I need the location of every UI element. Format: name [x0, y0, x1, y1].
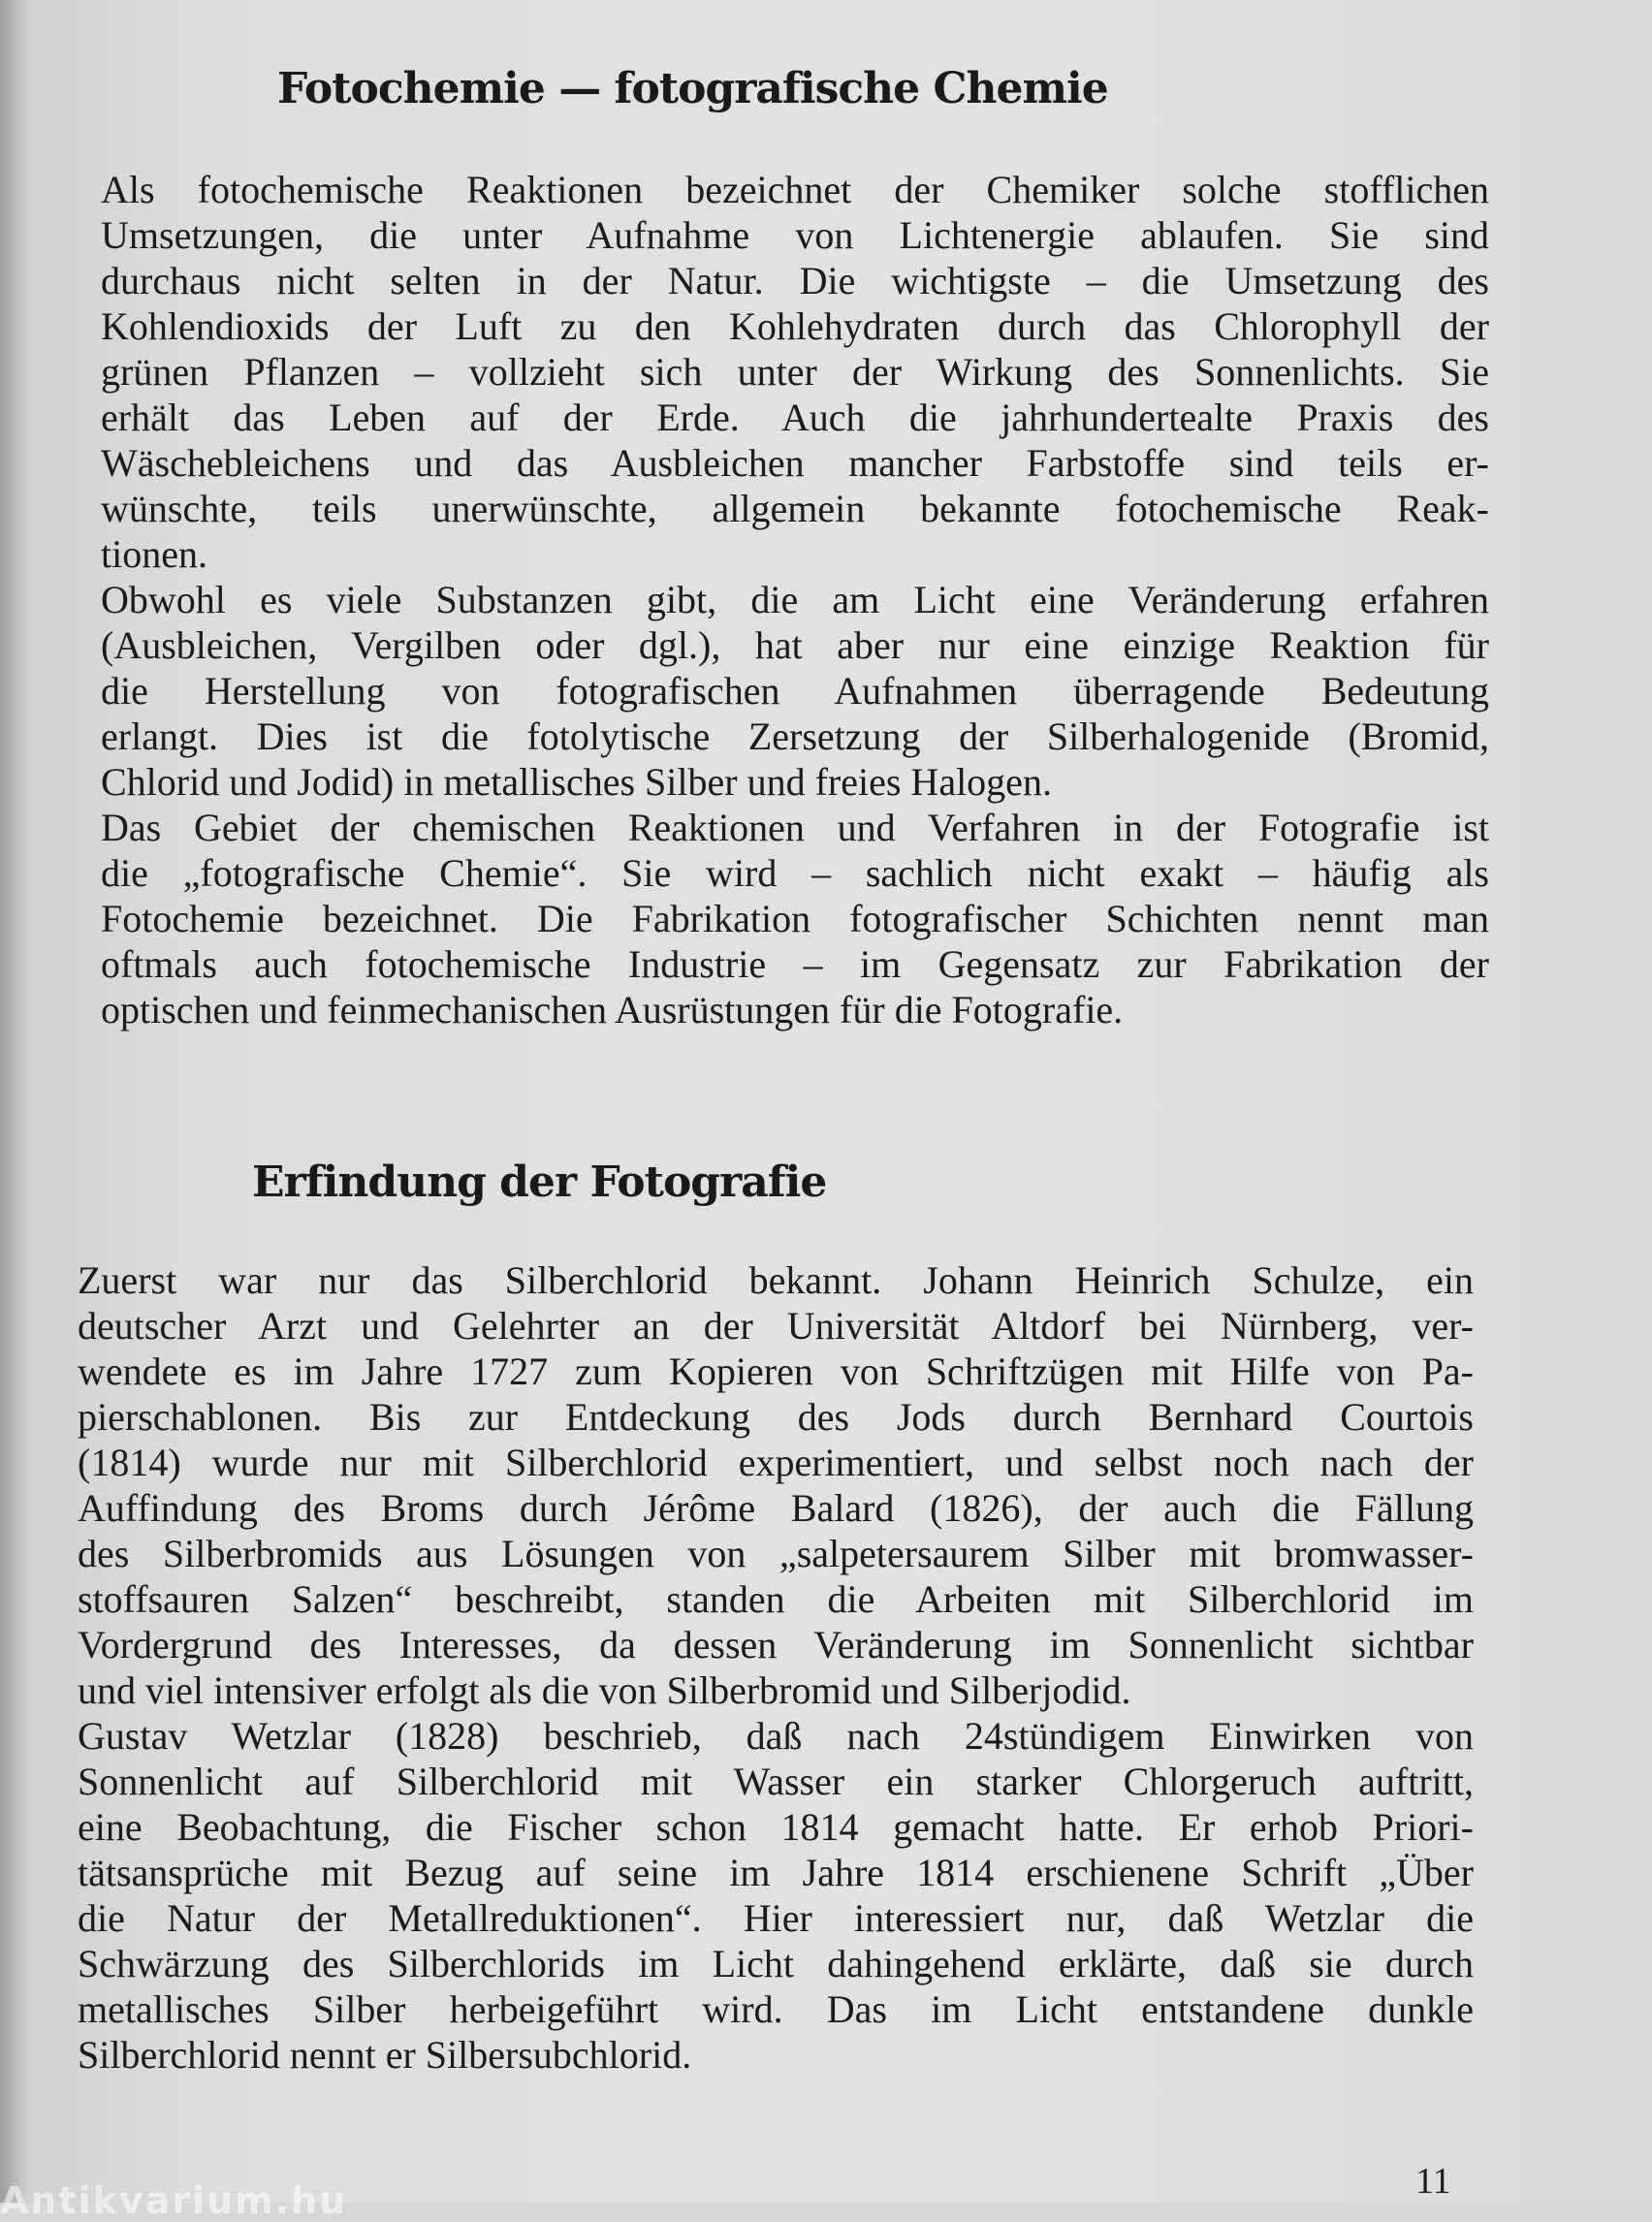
text-line: tionen.	[101, 532, 207, 576]
text-line: die Herstellung von fotografischen Aufnahmen überragende Bedeutung	[101, 669, 1489, 713]
text-line: Kohlendioxids der Luft zu den Kohlehydraten durch das Chlorophyll der	[101, 304, 1489, 348]
text-line: optischen und feinmechanischen Ausrüstungen für die Fotografie.	[101, 988, 1124, 1032]
text-line: Silberchlorid nennt er Silbersubchlorid.	[78, 2033, 692, 2077]
text-line: Chlorid und Jodid) in metallisches Silber und freies Halogen.	[101, 760, 1052, 804]
text-line: (Ausbleichen, Vergilben oder dgl.), hat aber nur eine einzige Reaktion für	[101, 623, 1489, 667]
text-line: oftmals auch fotochemische Industrie – im Gegensatz zur Fabrikation der	[101, 942, 1489, 986]
text-line: Fotochemie bezeichnet. Die Fabrikation fotografischer Schichten nennt man	[101, 897, 1489, 940]
paragraph	[78, 1713, 1474, 2078]
page-number: 11	[1415, 2161, 1451, 2202]
text-line: Schwärzung des Silberchlorids im Licht dahingehend erklärte, daß sie durch	[78, 1942, 1474, 1985]
text-line: die Natur der Metallreduktionen“. Hier interessiert nur, daß Wetzlar die	[78, 1896, 1474, 1940]
text-line: Obwohl es viele Substanzen gibt, die am Licht eine Veränderung erfahren	[101, 578, 1489, 621]
text-line: (1814) wurde nur mit Silberchlorid experimentiert, und selbst noch nach der	[78, 1441, 1474, 1484]
text-line: metallisches Silber herbeigeführt wird. Das im Licht entstandene dunkle	[78, 1987, 1474, 2031]
section-erfindung	[78, 1257, 1474, 2078]
text-line: tätsansprüche mit Bezug auf seine im Jahre 1814 erschienene Schrift „Über	[78, 1851, 1474, 1894]
text-line: wünschte, teils unerwünschte, allgemein bekannte fotochemische Reak-	[101, 487, 1489, 530]
text-line: Umsetzungen, die unter Aufnahme von Lichtenergie ablaufen. Sie sind	[101, 213, 1489, 257]
text-line: stoffsauren Salzen“ beschreibt, standen die Arbeiten mit Silberchlorid im	[78, 1577, 1474, 1621]
text-line: die „fotografische Chemie“. Sie wird – sachlich nicht exakt – häufig als	[101, 851, 1489, 895]
heading-fotochemie: Fotochemie — fotografische Chemie	[277, 64, 1108, 113]
text-line: pierschablonen. Bis zur Entdeckung des Jods durch Bernhard Courtois	[78, 1395, 1474, 1439]
paragraph	[101, 577, 1489, 805]
paragraph	[101, 167, 1489, 577]
text-line: erhält das Leben auf der Erde. Auch die jahrhundertealte Praxis des	[101, 396, 1489, 439]
paragraph	[101, 805, 1489, 1032]
heading-erfindung: Erfindung der Fotografie	[252, 1158, 827, 1207]
text-line: und viel intensiver erfolgt als die von Silberbromid und Silberjodid.	[78, 1668, 1131, 1712]
text-line: Das Gebiet der chemischen Reaktionen und Verfahren in der Fotografie ist	[101, 806, 1489, 849]
text-line: erlangt. Dies ist die fotolytische Zersetzung der Silberhalogenide (Bromid,	[101, 714, 1489, 758]
text-line: durchaus nicht selten in der Natur. Die wichtigste – die Umsetzung des	[101, 259, 1489, 302]
text-line: Als fotochemische Reaktionen bezeichnet der Chemiker solche stofflichen	[101, 168, 1489, 211]
text-line: des Silberbromids aus Lösungen von „salpetersaurem Silber mit bromwasser-	[78, 1532, 1474, 1575]
text-line: Sonnenlicht auf Silberchlorid mit Wasser ein starker Chlorgeruch auftritt,	[78, 1760, 1474, 1803]
text-line: Auffindung des Broms durch Jérôme Balard (1826), der auch die Fällung	[78, 1486, 1474, 1530]
text-line: grünen Pflanzen – vollzieht sich unter der Wirkung des Sonnenlichts. Sie	[101, 350, 1489, 394]
text-line: Vordergrund des Interesses, da dessen Veränderung im Sonnenlicht sichtbar	[78, 1623, 1474, 1666]
page-gutter-shadow	[0, 0, 25, 2203]
text-line: deutscher Arzt und Gelehrter an der Universität Altdorf bei Nürnberg, ver-	[78, 1304, 1474, 1348]
text-line: eine Beobachtung, die Fischer schon 1814 gemacht hatte. Er erhob Priori-	[78, 1805, 1474, 1849]
watermark: Antikvarium.hu	[0, 2179, 348, 2222]
text-line: Zuerst war nur das Silberchlorid bekannt. Johann Heinrich Schulze, ein	[78, 1258, 1474, 1302]
section-fotochemie	[101, 167, 1489, 1032]
text-line: wendete es im Jahre 1727 zum Kopieren von Schriftzügen mit Hilfe von Pa-	[78, 1349, 1474, 1393]
paragraph	[78, 1257, 1474, 1713]
text-line: Wäschebleichens und das Ausbleichen mancher Farbstoffe sind teils er-	[101, 441, 1489, 485]
text-line: Gustav Wetzlar (1828) beschrieb, daß nach 24stündigem Einwirken von	[78, 1714, 1474, 1758]
